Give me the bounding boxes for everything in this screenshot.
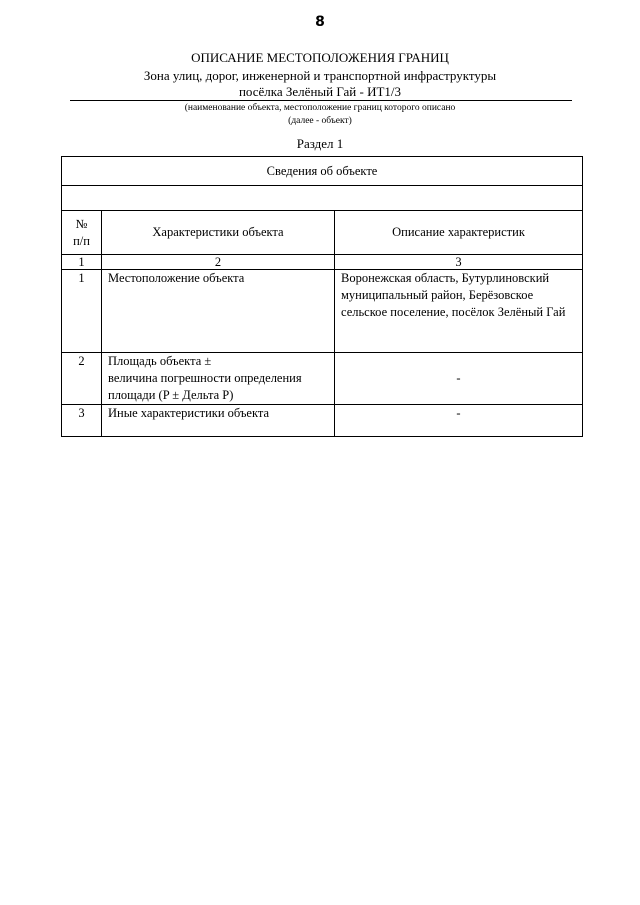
object-name-line: посёлка Зелёный Гай - ИТ1/3 <box>238 84 402 99</box>
underline-divider <box>70 100 572 101</box>
caption-line: (наименование объекта, местоположение границ которого описано <box>184 103 456 113</box>
column-number: 1 <box>62 255 102 270</box>
text-line: величина погрешности определения <box>108 371 302 385</box>
table-spacer-row <box>62 186 583 211</box>
row-number: 3 <box>62 405 102 437</box>
text-line: муниципальный район, Берёзовское <box>341 288 534 302</box>
row-description <box>335 270 583 353</box>
header-number-line: п/п <box>73 233 90 248</box>
table-title-row <box>62 157 583 186</box>
section-label: Раздел 1 <box>296 136 344 151</box>
table-row <box>62 270 583 353</box>
column-number: 2 <box>102 255 335 270</box>
text-line: площади (P ± Дельта P) <box>108 388 234 402</box>
row-description: - <box>335 353 583 405</box>
table-row <box>62 405 583 437</box>
header-characteristics: Характеристики объекта <box>102 211 335 255</box>
document-title: ОПИСАНИЕ МЕСТОПОЛОЖЕНИЯ ГРАНИЦ <box>191 50 449 65</box>
object-name-line: Зона улиц, дорог, инженерной и транспортной инфраструктуры <box>143 68 497 83</box>
row-characteristic <box>102 270 335 353</box>
object-info-table <box>61 156 583 437</box>
header-number <box>62 211 102 255</box>
caption-line: (далее - объект) <box>288 116 352 126</box>
text-line: Площадь объекта ± <box>108 354 212 368</box>
row-characteristic <box>102 353 335 405</box>
text-line: Иные характеристики объекта <box>108 406 270 420</box>
text-line: Местоположение объекта <box>108 271 245 285</box>
row-number: 1 <box>62 270 102 353</box>
column-number: 3 <box>335 255 583 270</box>
object-name <box>0 68 640 100</box>
text-line: сельское поселение, посёлок Зелёный Гай <box>341 305 566 319</box>
page-number: 8 <box>315 14 325 30</box>
column-number-row <box>62 255 583 270</box>
text-line: Воронежская область, Бутурлиновский <box>341 271 550 285</box>
row-description: - <box>335 405 583 437</box>
header-number-line: № <box>75 216 88 231</box>
row-number: 2 <box>62 353 102 405</box>
empty-cell <box>62 186 583 211</box>
object-name-caption <box>0 102 640 128</box>
table-title: Сведения об объекте <box>62 157 583 186</box>
table-header-row <box>62 211 583 255</box>
table-row <box>62 353 583 405</box>
header-description: Описание характеристик <box>335 211 583 255</box>
row-characteristic <box>102 405 335 437</box>
